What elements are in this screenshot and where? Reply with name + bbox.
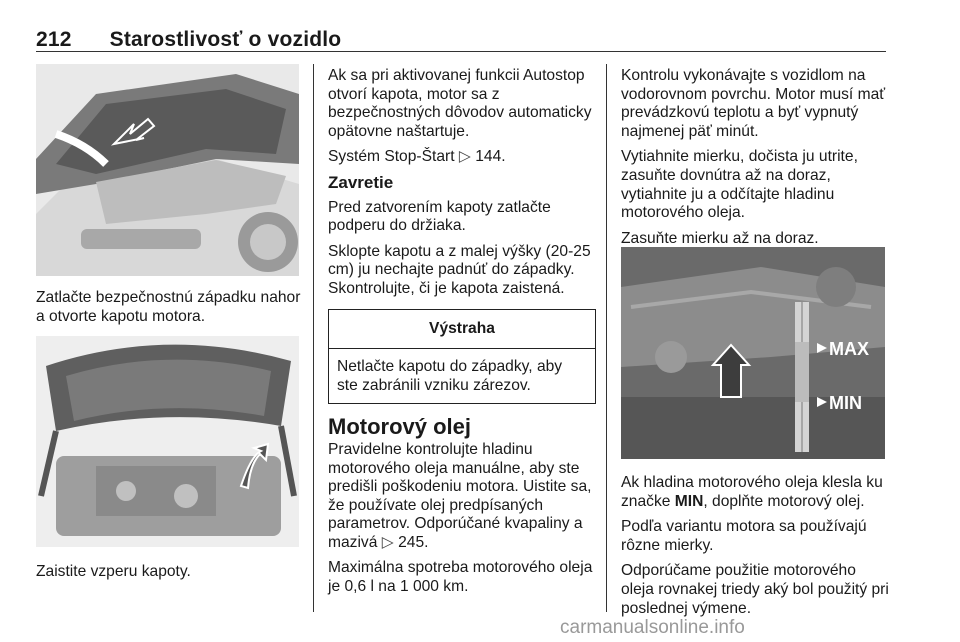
refill-instruction: Ak hladina motorového oleja klesla ku značke MIN, doplňte motorový olej.: [621, 474, 883, 510]
autostop-note: Ak sa pri aktivovanej funkcii Autostop otvorí kapota, motor sa z bezpečnostných dôvodov automaticky opätovne naštartuje.: [328, 67, 592, 140]
dipstick-variants: Podľa variantu motora sa používajú rôzne mierky.: [621, 518, 867, 554]
oil-consumption: Maximálna spotreba motorového oleja je 0,6 l na 1 000 km.: [328, 559, 593, 596]
reference-page: 144.: [475, 148, 506, 166]
page-title: Starostlivosť o vozidlo: [109, 28, 342, 51]
dipstick-min-label: MIN: [829, 393, 862, 413]
caption-hood-release: Zatlačte bezpečnostnú západku nahor a otvorte kapotu motora.: [36, 289, 301, 325]
insert-dipstick: Zasuňte mierku až na doraz.: [621, 229, 819, 247]
column-3: [621, 67, 887, 255]
oil-recommendation: Odporúčame použitie motorového oleja rovnakej triedy aký bol použitý pri poslednej výmene.: [621, 562, 889, 617]
reference-arrow-icon: ▷: [458, 148, 471, 166]
closing-step-1: Pred zatvorením kapoty zatlačte podperu do držiaka.: [328, 198, 551, 235]
dipstick-procedure: Vytiahnite mierku, dočista ju utrite, zasuňte dovnútra až na doraz, vytiahnite ju a odčítajte hladinu motorového oleja.: [621, 148, 858, 222]
heading-engine-oil: Motorový olej: [328, 414, 472, 440]
page-header: [36, 28, 341, 52]
heading-closing: Zavretie: [328, 172, 394, 192]
stop-start-reference: Systém Stop-Štart ▷ 144.: [328, 148, 506, 166]
check-conditions: Kontrolu vykonávajte s vozidlom na vodorovnom povrchu. Motor musí mať prevádzkovú teplotu a byť vypnutý najmenej päť minút.: [621, 67, 886, 140]
header-rule: [36, 51, 886, 52]
reference-page: 245.: [398, 533, 429, 551]
dipstick-max-label: MAX: [829, 339, 869, 359]
warning-body: Netlačte kapotu do západky, aby ste zabránili vzniku zárezov.: [337, 358, 563, 394]
column-divider: [313, 64, 314, 612]
column-2: [328, 67, 596, 604]
warning-title: Výstraha: [329, 310, 595, 350]
min-mark: MIN: [674, 492, 704, 510]
watermark[interactable]: carmanualsonline.info: [560, 617, 745, 638]
column-divider: [606, 64, 607, 612]
page-number: 212: [36, 28, 72, 51]
warning-box: [328, 309, 596, 405]
hood-prop-illustration: [36, 336, 299, 547]
column-3-lower: [621, 474, 889, 625]
hood-open-illustration: [36, 64, 299, 276]
closing-step-2: Sklopte kapotu a z malej výšky (20-25 cm) ju nechajte padnúť do západky. Skontrolujte, či je kapota zaistená.: [328, 242, 591, 297]
oil-check-intro: Pravidelne kontrolujte hladinu motorového oleja manuálne, aby ste predišli poškodeniu motora. Uistite sa, že používate olej predpísaných parametrov. Odporúčané kvapaliny a mazivá ▷ 245.: [328, 440, 592, 551]
caption-prop-rod: Zaistite vzperu kapoty.: [36, 563, 191, 580]
reference-arrow-icon: ▷: [381, 533, 394, 551]
dipstick-illustration: [621, 247, 885, 459]
